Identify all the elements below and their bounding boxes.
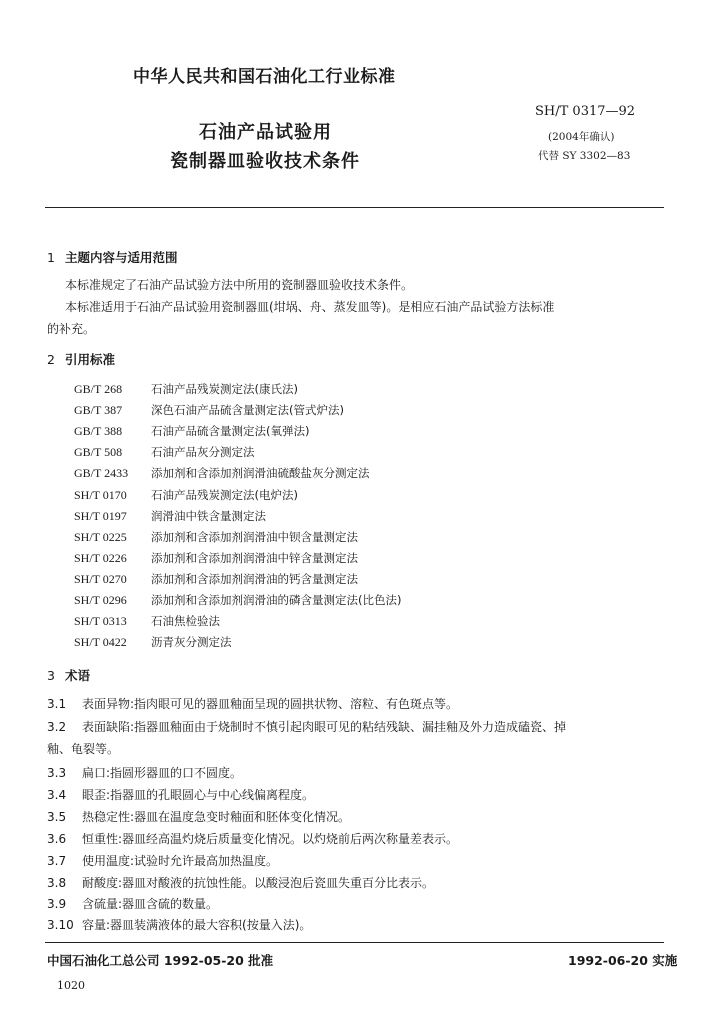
term-item xyxy=(47,808,350,825)
term-number: 3.5 xyxy=(47,810,67,824)
term-item xyxy=(47,830,458,847)
term-definition: :指器皿釉面由于烧制时不慎引起肉眼可见的粘结残缺、漏挂釉及外力造成磕瓷、掉 xyxy=(130,720,567,734)
term-3-2-continuation: 釉、龟裂等。 xyxy=(47,742,120,756)
term-name: 眼歪 xyxy=(82,788,107,802)
term-name: 表面缺陷 xyxy=(82,720,131,734)
section-1-para-1: 本标准规定了石油产品试验方法中所用的瓷制器皿验收技术条件。 xyxy=(65,278,414,292)
term-name: 恒重性 xyxy=(82,832,119,846)
term-name: 容量 xyxy=(82,918,107,932)
section-1-number: 1 xyxy=(47,250,55,265)
reference-code: GB/T 387 xyxy=(74,403,123,418)
term-item xyxy=(47,916,311,933)
term-name: 耐酸度 xyxy=(82,876,119,890)
term-number: 3.9 xyxy=(47,897,67,911)
replaces-standard: 代替 SY 3302—83 xyxy=(538,150,631,162)
section-1-para-2-line-2: 的补充。 xyxy=(47,322,96,336)
section-3-number: 3 xyxy=(47,668,55,683)
reference-code: SH/T 0225 xyxy=(74,529,127,544)
implementation-date: 1992-06-20 实施 xyxy=(568,953,678,968)
term-definition: :器皿在温度急变时釉面和胚体变化情况。 xyxy=(130,810,351,824)
term-definition: :指肉眼可见的器皿釉面呈现的圆拱状物、溶粒、有色斑点等。 xyxy=(130,697,459,711)
reference-item xyxy=(74,529,358,545)
reference-code: SH/T 0422 xyxy=(74,635,127,650)
reference-item xyxy=(74,381,298,397)
reference-item xyxy=(74,613,220,629)
term-definition: :试验时允许最高加热温度。 xyxy=(130,854,279,868)
reference-code: SH/T 0296 xyxy=(74,593,127,607)
term-name: 表面异物 xyxy=(82,697,131,711)
term-definition: :器皿装满液体的最大容积(按量入法)。 xyxy=(106,918,312,932)
reference-title: 石油产品残炭测定法(康氏法) xyxy=(151,382,298,396)
reference-item xyxy=(74,465,370,481)
reference-item xyxy=(74,402,344,418)
reference-code: SH/T 0170 xyxy=(74,487,127,502)
title-line-1: 石油产品试验用 xyxy=(199,122,332,143)
section-3-heading xyxy=(47,666,90,684)
term-item xyxy=(47,786,314,803)
term-item xyxy=(47,695,458,712)
term-number: 3.7 xyxy=(47,854,67,868)
reference-code: GB/T 508 xyxy=(74,445,123,460)
term-item xyxy=(47,764,242,781)
title-line-2: 瓷制器皿验收技术条件 xyxy=(170,151,360,172)
term-definition: :器皿经高温灼烧后质量变化情况。以灼烧前后两次称量差表示。 xyxy=(118,832,459,846)
reference-code: GB/T 2433 xyxy=(74,466,129,481)
reference-code: SH/T 0197 xyxy=(74,508,127,523)
term-number: 3.3 xyxy=(47,766,67,780)
term-item xyxy=(47,718,566,735)
term-number: 3.10 xyxy=(47,918,74,932)
term-number: 3.6 xyxy=(47,832,67,846)
term-item xyxy=(47,874,434,891)
reference-code: SH/T 0270 xyxy=(74,571,127,586)
reference-title: 石油产品硫含量测定法(氧弹法) xyxy=(151,424,310,439)
term-name: 含硫量 xyxy=(82,897,119,911)
term-name: 扁口 xyxy=(82,766,107,780)
term-number: 3.4 xyxy=(47,788,67,802)
reference-title: 润滑油中铁含量测定法 xyxy=(151,508,266,523)
reference-item xyxy=(74,487,298,503)
page-number: 1020 xyxy=(57,979,85,992)
reference-title: 沥青灰分测定法 xyxy=(151,635,232,650)
reference-title: 石油产品灰分测定法 xyxy=(151,445,255,460)
reference-item xyxy=(74,571,358,587)
reference-title: 添加剂和含添加剂润滑油中钡含量测定法 xyxy=(151,529,358,544)
reference-code: SH/T 0313 xyxy=(74,614,127,629)
section-2-heading xyxy=(47,350,115,368)
section-1-title: 主题内容与适用范围 xyxy=(65,250,178,265)
term-number: 3.1 xyxy=(47,697,67,711)
term-name: 使用温度 xyxy=(82,854,131,868)
reference-item xyxy=(74,550,358,566)
confirmation-year: (2004年确认) xyxy=(548,131,615,143)
section-3-title: 术语 xyxy=(65,668,91,683)
term-number: 3.2 xyxy=(47,720,67,734)
term-definition: :指圆形器皿的口不圆度。 xyxy=(106,766,243,780)
section-1-heading xyxy=(47,248,178,266)
section-2-number: 2 xyxy=(47,352,55,367)
header-divider xyxy=(45,207,664,208)
reference-item xyxy=(74,634,232,650)
reference-title: 深色石油产品硫含量测定法(管式炉法) xyxy=(151,403,344,418)
reference-item xyxy=(74,423,309,439)
reference-code: SH/T 0226 xyxy=(74,550,127,565)
term-definition: :器皿对酸液的抗蚀性能。以酸浸泡后瓷皿失重百分比表示。 xyxy=(118,876,435,890)
reference-title: 添加剂和含添加剂润滑油中锌含量测定法 xyxy=(151,550,358,565)
reference-item xyxy=(74,444,255,460)
reference-code: GB/T 268 xyxy=(74,382,123,396)
term-number: 3.8 xyxy=(47,876,67,890)
section-1-para-2-line-1: 本标准适用于石油产品试验用瓷制器皿(坩埚、舟、蒸发皿等)。是相应石油产品试验方法标准 xyxy=(65,300,555,314)
reference-title: 石油焦检验法 xyxy=(151,614,220,629)
term-item xyxy=(47,852,278,869)
reference-title: 添加剂和含添加剂润滑油硫酸盐灰分测定法 xyxy=(151,466,370,481)
term-item xyxy=(47,895,218,912)
reference-item xyxy=(74,508,266,524)
footer-divider xyxy=(45,942,664,943)
term-name: 热稳定性 xyxy=(82,810,131,824)
section-2-title: 引用标准 xyxy=(65,352,116,367)
term-definition: :器皿含硫的数量。 xyxy=(118,897,219,911)
reference-title: 石油产品残炭测定法(电炉法) xyxy=(151,487,298,502)
reference-code: GB/T 388 xyxy=(74,424,123,439)
standard-code: SH/T 0317—92 xyxy=(535,104,636,119)
reference-item xyxy=(74,592,401,608)
term-definition: :指器皿的孔眼圆心与中心线偏离程度。 xyxy=(106,788,315,802)
reference-title: 添加剂和含添加剂润滑油的磷含量测定法(比色法) xyxy=(151,593,402,607)
reference-title: 添加剂和含添加剂润滑油的钙含量测定法 xyxy=(151,571,358,586)
approval-info: 中国石油化工总公司 1992-05-20 批准 xyxy=(47,953,274,968)
issuing-standard-header: 中华人民共和国石油化工行业标准 xyxy=(133,67,396,87)
